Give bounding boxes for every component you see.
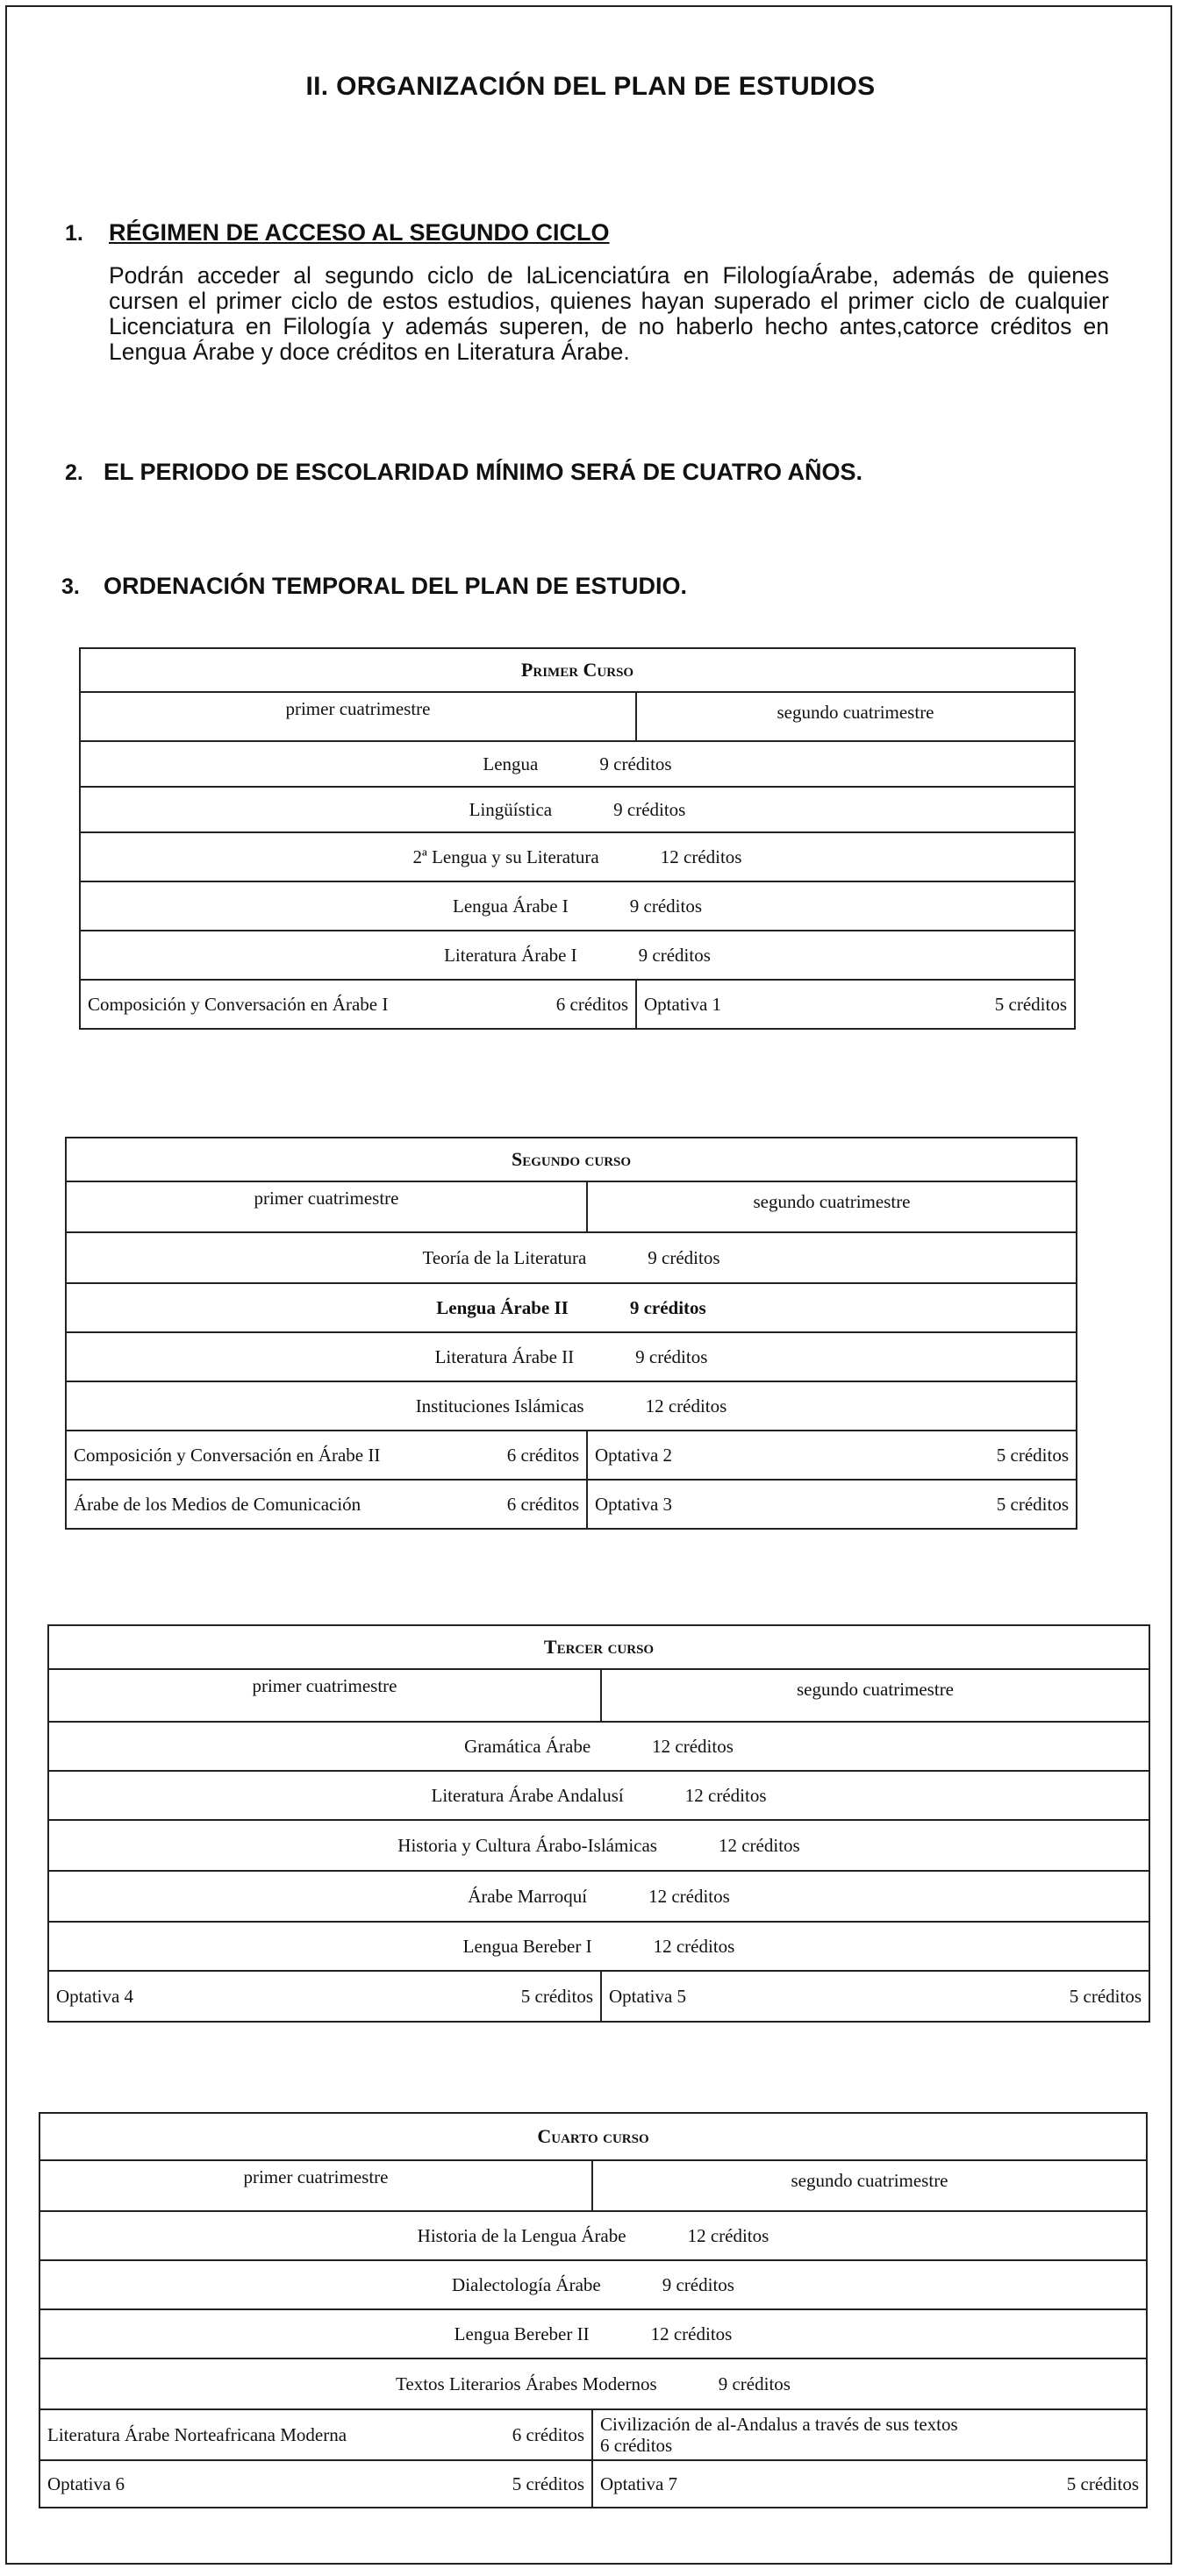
subject-credits: 9 créditos [648, 1246, 720, 1268]
course-table-3 [47, 1624, 1150, 2023]
course-title: Cuarto curso [39, 2113, 1147, 2160]
course-table-1 [79, 647, 1076, 1030]
first-semester-subject [80, 980, 636, 1029]
subject-credits: 6 créditos [506, 1444, 579, 1466]
first-semester-subject [39, 2460, 592, 2508]
subject-credits: 5 créditos [996, 1493, 1069, 1515]
second-semester-header: segundo cuatrimestre [592, 2160, 1147, 2211]
annual-subject-row [48, 1871, 1149, 1922]
subject-credits: 5 créditos [512, 2473, 584, 2494]
subject-credits: 9 créditos [662, 2273, 734, 2295]
annual-subject-row [66, 1381, 1077, 1431]
second-semester-header: segundo cuatrimestre [636, 692, 1075, 741]
annual-subject-row [80, 741, 1075, 787]
subject-name: Dialectología Árabe [452, 2273, 601, 2295]
annual-subject-row [48, 1820, 1149, 1871]
subject-name: Lengua [483, 753, 539, 774]
course-title: Primer Curso [80, 648, 1075, 692]
subject-credits: 12 créditos [652, 1735, 734, 1757]
subject-name: Lengua Árabe II [436, 1296, 569, 1318]
subject-name: Teoría de la Literatura [422, 1246, 587, 1268]
subject-credits: 6 créditos [600, 2435, 673, 2456]
first-semester-header: primer cuatrimestre [39, 2160, 592, 2211]
subject-name: Literatura Árabe Norteafricana Moderna [47, 2423, 347, 2445]
first-semester-subject [66, 1431, 587, 1480]
page-title: II. ORGANIZACIÓN DEL PLAN DE ESTUDIOS [305, 72, 876, 101]
subject-credits: 9 créditos [718, 2373, 791, 2394]
annual-subject-row [66, 1232, 1077, 1283]
annual-subject-row [48, 1922, 1149, 1971]
subject-credits: 5 créditos [1066, 2473, 1139, 2494]
subject-credits: 6 créditos [506, 1493, 579, 1515]
subject-name: 2ª Lengua y su Literatura [412, 846, 599, 867]
second-semester-subject [587, 1431, 1077, 1480]
section-1-number: 1. [65, 221, 83, 246]
first-semester-subject [48, 1971, 601, 2022]
annual-subject-row [39, 2358, 1147, 2409]
section-1-paragraph: Podrán acceder al segundo ciclo de laLicenciatúra en FilologíaÁrabe, además de quienes cursen el primer ciclo de estos estudios, quienes hayan superado el primer ciclo de cualquier Licenciatura en Filología y además superen, de no haberlo hecho antes,catorce créditos en Lengua Árabe y doce créditos en Literatura Árabe. [109, 262, 1109, 365]
subject-credits: 9 créditos [629, 1296, 706, 1318]
subject-credits: 9 créditos [599, 753, 672, 774]
annual-subject-row [39, 2309, 1147, 2358]
annual-subject-row [80, 931, 1075, 980]
subject-name: Composición y Conversación en Árabe I [88, 993, 389, 1015]
subject-credits: 12 créditos [687, 2224, 769, 2246]
subject-name: Árabe de los Medios de Comunicación [74, 1493, 361, 1515]
subject-credits: 9 créditos [613, 798, 686, 820]
subject-name: Lengua Bereber I [462, 1935, 592, 1957]
first-semester-header: primer cuatrimestre [80, 692, 636, 741]
section-2-heading: EL PERIODO DE ESCOLARIDAD MÍNIMO SERÁ DE CUATRO AÑOS. [104, 459, 863, 485]
subject-name: Literatura Árabe I [444, 944, 577, 966]
second-semester-subject [592, 2460, 1147, 2508]
subject-name: Historia y Cultura Árabo-Islámicas [397, 1834, 657, 1856]
second-semester-subject [636, 980, 1075, 1029]
subject-credits: 6 créditos [512, 2423, 584, 2445]
annual-subject-row [39, 2260, 1147, 2309]
second-semester-subject [592, 2409, 1147, 2460]
annual-subject-row [48, 1722, 1149, 1771]
subject-name: Literatura Árabe II [434, 1345, 575, 1367]
subject-credits: 12 créditos [648, 1885, 730, 1907]
subject-name: Lengua Bereber II [454, 2323, 590, 2344]
second-semester-header: segundo cuatrimestre [587, 1181, 1077, 1232]
subject-credits: 9 créditos [635, 1345, 708, 1367]
subject-name: Optativa 2 [595, 1444, 673, 1466]
subject-name: Instituciones Islámicas [415, 1395, 584, 1416]
subject-name: Lengua Árabe I [453, 895, 569, 917]
subject-name: Optativa 7 [600, 2473, 678, 2494]
annual-subject-row [39, 2211, 1147, 2260]
course-title: Segundo curso [66, 1138, 1077, 1181]
subject-name: Civilización de al-Andalus a través de sus textos [600, 2414, 958, 2435]
course-title: Tercer curso [48, 1625, 1149, 1669]
section-3-heading: ORDENACIÓN TEMPORAL DEL PLAN DE ESTUDIO. [104, 573, 688, 599]
subject-name: Optativa 1 [644, 993, 722, 1015]
subject-credits: 6 créditos [555, 993, 628, 1015]
subject-credits: 5 créditos [994, 993, 1068, 1015]
annual-subject-row [80, 832, 1075, 881]
first-semester-header: primer cuatrimestre [66, 1181, 587, 1232]
subject-name: Optativa 3 [595, 1493, 673, 1515]
subject-credits: 9 créditos [638, 944, 711, 966]
annual-subject-row [66, 1283, 1077, 1332]
subject-name: Textos Literarios Árabes Modernos [396, 2373, 657, 2394]
second-semester-subject [587, 1480, 1077, 1529]
subject-credits: 9 créditos [629, 895, 702, 917]
subject-name: Gramática Árabe [464, 1735, 591, 1757]
subject-credits: 12 créditos [718, 1834, 800, 1856]
subject-name: Árabe Marroquí [468, 1885, 588, 1907]
section-3-number: 3. [61, 574, 80, 599]
section-2-number: 2. [65, 460, 83, 485]
first-semester-subject [66, 1480, 587, 1529]
subject-credits: 5 créditos [520, 1985, 593, 2007]
subject-credits: 12 créditos [660, 846, 742, 867]
subject-name: Composición y Conversación en Árabe II [74, 1444, 381, 1466]
section-1-heading: RÉGIMEN DE ACCESO AL SEGUNDO CICLO [109, 219, 610, 246]
subject-name: Optativa 4 [56, 1985, 134, 2007]
first-semester-header: primer cuatrimestre [48, 1669, 601, 1722]
subject-credits: 5 créditos [1069, 1985, 1142, 2007]
subject-credits: 12 créditos [650, 2323, 733, 2344]
second-semester-subject [601, 1971, 1149, 2022]
second-semester-header: segundo cuatrimestre [601, 1669, 1149, 1722]
subject-name: Optativa 5 [609, 1985, 687, 2007]
subject-name: Optativa 6 [47, 2473, 125, 2494]
first-semester-subject [39, 2409, 592, 2460]
subject-name: Literatura Árabe Andalusí [431, 1784, 624, 1806]
annual-subject-row [80, 881, 1075, 931]
subject-credits: 12 créditos [653, 1935, 735, 1957]
subject-name: Lingüística [469, 798, 553, 820]
annual-subject-row [80, 787, 1075, 832]
subject-credits: 12 créditos [645, 1395, 727, 1416]
course-table-2 [65, 1137, 1077, 1530]
subject-credits: 5 créditos [996, 1444, 1069, 1466]
annual-subject-row [48, 1771, 1149, 1820]
course-table-4 [39, 2112, 1148, 2508]
subject-name: Historia de la Lengua Árabe [417, 2224, 626, 2246]
subject-credits: 12 créditos [684, 1784, 767, 1806]
annual-subject-row [66, 1332, 1077, 1381]
